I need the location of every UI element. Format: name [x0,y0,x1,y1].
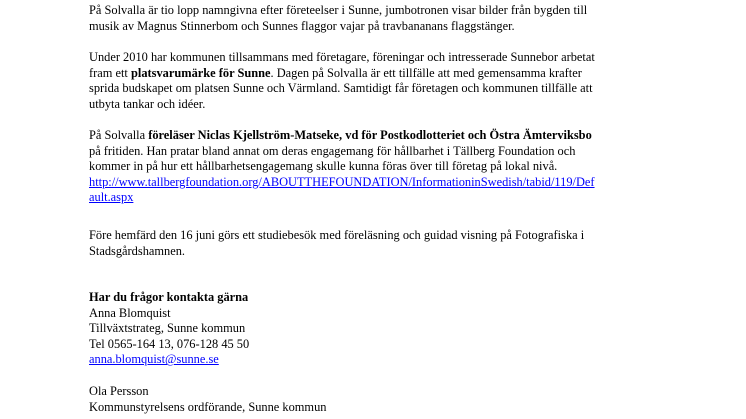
bold-place-brand: platsvarumärke för Sunne [130,65,271,80]
contact-heading: Har du frågor kontakta gärna [89,290,249,304]
text-line: utbyta tankar och idéer. [89,96,206,111]
text-line [89,128,689,144]
contact-title: Kommunstyrelsens ordförande, Sunne kommun [89,399,327,414]
text-line: På Solvalla är tio lopp namngivna efter företeelser i Sunne, jumbotronen visar bilder från bygden till [89,3,588,17]
text-line: Stadsgårdshamnen. [89,243,186,258]
text-line: Under 2010 har kommunen tillsammans med företagare, föreningar och intresserade Sunnebor arbetat [89,50,595,64]
contact-section [89,290,689,368]
text-line: Före hemfärd den 16 juni görs ett studiebesök med föreläsning och guidad visning på Fotografiska i [89,228,585,242]
tallberg-foundation-link-continued[interactable]: ault.aspx [89,190,134,205]
paragraph-place-brand [89,50,689,112]
text-run: På Solvalla [89,128,149,142]
text-run: fram ett [89,65,131,80]
contact-name: Anna Blomquist [89,305,171,320]
text-line: sprida budskapet om platsen Sunne och Värmland. Samtidigt får företagen och kommunen tillfälle att [89,81,593,96]
contact-title: Tillväxtstrateg, Sunne kommun [89,321,246,336]
text-line: musik av Magnus Stinnerbom och Sunnes flaggor vajar på travbananans flaggstänger. [89,18,515,33]
text-line: på fritiden. Han pratar bland annat om deras engagemang för hållbarhet i Tällberg Foundation och [89,143,576,158]
bold-lecturer: föreläser Niclas Kjellström-Matseke, vd för Postkodlotteriet och Östra Ämterviksbo [148,128,592,142]
text-run: . Dagen på Solvalla är ett tillfälle att med gemensamma krafter [270,65,582,80]
text-line [89,66,689,82]
contact-section-2 [89,384,689,415]
contact-phone: Tel 0565-164 13, 076-128 45 50 [89,336,250,351]
tallberg-foundation-link[interactable]: http://www.tallbergfoundation.org/ABOUTTHEFOUNDATION/InformationinSwedish/tabid/119/Def [89,174,595,189]
text-line: kommer in på hur ett hållbarhetsengagemang skulle kunna föras över till företag på lokal nivå. [89,159,558,174]
contact-name: Ola Persson [89,384,149,398]
paragraph-solvalla-races [89,3,689,34]
paragraph-lecture [89,128,689,206]
paragraph-study-visit [89,228,689,259]
contact-email-link[interactable]: anna.blomquist@sunne.se [89,352,219,367]
